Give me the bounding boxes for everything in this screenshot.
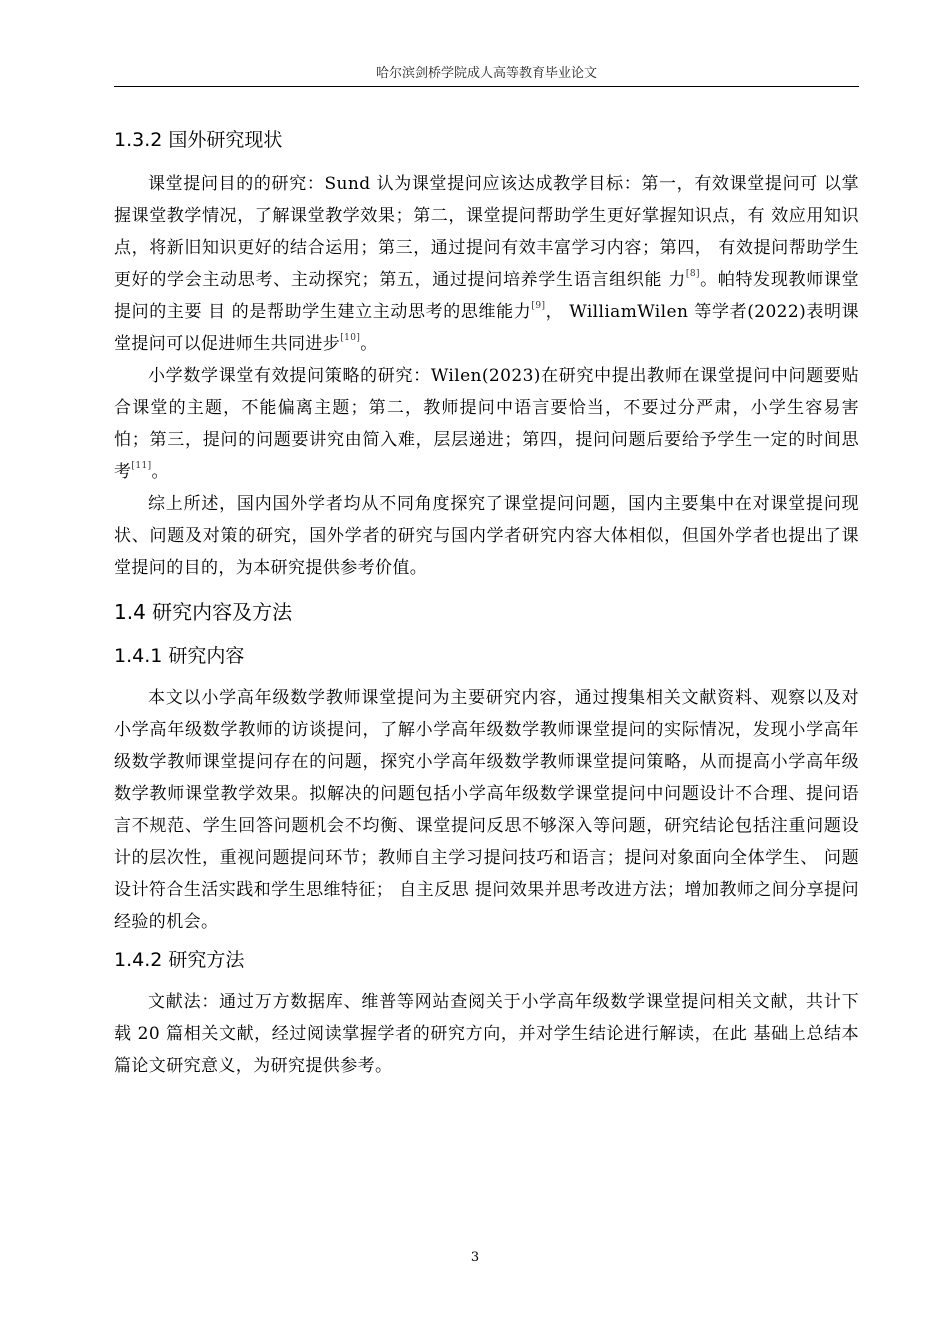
paragraph-questioning-strategy: 小学数学课堂有效提问策略的研究：Wilen(2023)在研究中提出教师在课堂提问中问题要贴合课堂的主题，不能偏离主题；第二，教师提问中语言要恰当，不要过分严肃，小学生容易害怕；第三，提问的问题要讲究由简入难，层层递进；第四，提问问题后要给予学生一定的时间思考[11]。 [114,366,859,482]
paragraph-summary: 综上所述，国内国外学者均从不同角度探究了课堂提问问题，国内主要集中在对课堂提问现状、问题及对策的研究，国外学者的研究与国内学者研究内容大体相似，但国外学者也提出了课堂提问的目的，为本研究提供参考价值。 [114,494,859,578]
heading-1-3-2: 1.3.2 国外研究现状 [114,129,283,151]
header-rule [114,86,859,87]
running-header: 哈尔滨剑桥学院成人高等教育毕业论文 [375,66,597,81]
citation-11: [11] [131,461,152,471]
citation-8: [8] [685,269,700,279]
citation-9: [9] [531,301,546,311]
heading-1-4-2: 1.4.2 研究方法 [114,949,245,971]
page-number: 3 [470,1250,480,1265]
page-body [114,120,859,1082]
paragraph-research-content: 本文以小学高年级数学教师课堂提问为主要研究内容，通过搜集相关文献资料、观察以及对小学高年级数学教师的访谈提问，了解小学高年级数学教师课堂提问的实际情况，发现小学高年级数学教师课堂提问存在的问题，探究小学高年级数学教师课堂提问策略，从而提高小学高年级数学教师课堂教学效果。拟解决的问题包括小学高年级数学课堂提问中问题设计不合理、提问语言不规范、学生回答问题机会不均衡、课堂提问反思不够深入等问题，研究结论包括注重问题设计的层次性，重视问题提问环节；教师自主学习提问技巧和语言；提问对象面向全体学生、 问题设计符合生活实践和学生思维特征； 自主反思 提问效果并思考改进方法；增加教师之间分享提问经验的机会。 [114,688,859,932]
citation-10: [10] [340,333,361,343]
heading-1-4-1: 1.4.1 研究内容 [114,645,245,667]
paragraph-research-method: 文献法：通过万方数据库、维普等网站查阅关于小学高年级数学课堂提问相关文献，共计下载 20 篇相关文献，经过阅读掌握学者的研究方向，并对学生结论进行解读，在此 基础上总结本篇论文研究意义，为研究提供参考。 [114,992,859,1076]
paragraph-question-purpose: 课堂提问目的的研究：Sund 认为课堂提问应该达成教学目标：第一，有效课堂提问可 以掌握课堂教学情况，了解课堂教学效果；第二，课堂提问帮助学生更好掌握知识点，有 效应用知识点，将新旧知识更好的结合运用；第三，通过提问有效丰富学习内容；第四， 有效提问帮助学生更好的学会主动思考、主动探究；第五，通过提问培养学生语言组织能 力[8]。帕特发现教师课堂提问的主要 目 的是帮助学生建立主动思考的思维能力[9]， WilliamWilen 等学者(2022)表明课堂提问可以促进师生共同进步[10]。 [114,174,859,354]
heading-1-4: 1.4 研究内容及方法 [114,600,293,624]
